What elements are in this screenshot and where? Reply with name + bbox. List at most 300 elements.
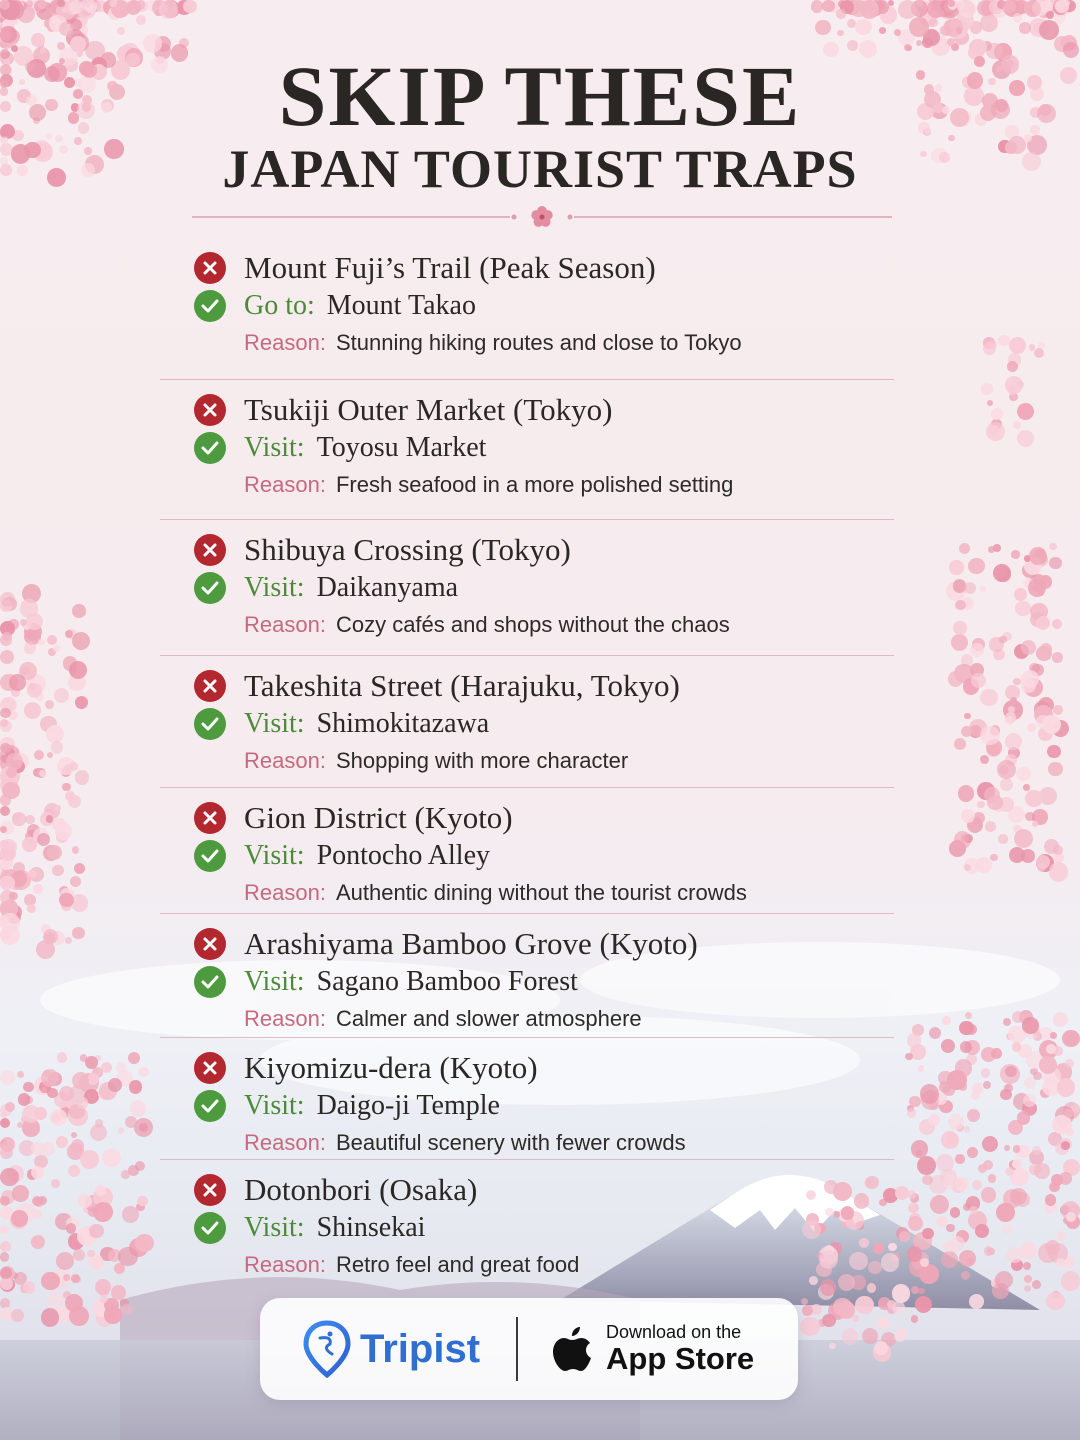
- alternative-place: Daikanyama: [316, 572, 459, 603]
- reason-label: Reason:: [244, 472, 326, 497]
- blossom-petal: [911, 1140, 929, 1158]
- blossom-petal: [970, 643, 984, 657]
- blossom-petal: [1039, 575, 1053, 589]
- blossom-petal: [0, 1070, 15, 1085]
- blossom-petal: [136, 0, 146, 10]
- blossom-petal: [12, 19, 18, 25]
- blossom-petal: [1061, 1271, 1080, 1290]
- blossom-petal: [78, 1194, 92, 1208]
- blossom-petal: [997, 760, 1016, 779]
- blossom-petal: [836, 9, 846, 19]
- blossom-petal: [1032, 1280, 1041, 1289]
- blossom-petal: [916, 0, 923, 7]
- blossom-petal: [62, 783, 71, 792]
- blossom-petal: [53, 645, 60, 652]
- reason-row: [160, 468, 894, 502]
- skip-row: [160, 1172, 894, 1208]
- blossom-petal: [971, 673, 987, 689]
- blossom-petal: [874, 1341, 888, 1355]
- blossom-petal: [967, 1258, 974, 1265]
- alternative-label: Visit:: [244, 708, 305, 739]
- blossom-petal: [0, 806, 10, 816]
- blossom-petal: [1046, 1292, 1065, 1311]
- blossom-petal: [1024, 1285, 1031, 1292]
- blossom-petal: [1048, 762, 1063, 777]
- skip-row: [160, 926, 894, 962]
- blossom-petal: [942, 1016, 951, 1025]
- blossom-petal: [47, 845, 62, 860]
- blossom-petal: [71, 1274, 80, 1283]
- blossom-petal: [75, 770, 90, 785]
- blossom-petal: [1024, 1275, 1032, 1283]
- blossom-petal: [18, 1093, 31, 1106]
- reason-text: Beautiful scenery with fewer crowds: [335, 1130, 686, 1155]
- list-item: [160, 1160, 894, 1280]
- blossom-petal: [998, 834, 1008, 844]
- blossom-petal: [964, 713, 970, 719]
- list-item: [160, 788, 894, 914]
- check-circle-icon: [194, 572, 226, 604]
- blossom-petal: [959, 543, 970, 554]
- blossom-petal: [915, 1296, 932, 1313]
- blossom-petal: [1032, 1146, 1041, 1155]
- blossom-petal: [1005, 1066, 1016, 1077]
- blossom-petal: [993, 544, 1001, 552]
- blossom-petal: [972, 1180, 982, 1190]
- x-circle-icon: [194, 394, 226, 426]
- blossom-petal: [1056, 1231, 1067, 1242]
- blossom-petal: [59, 1086, 74, 1101]
- blossom-petal: [877, 1317, 890, 1330]
- blossom-petal: [1027, 723, 1036, 732]
- blossom-petal: [33, 884, 44, 895]
- blossom-petal: [55, 805, 61, 811]
- blossom-petal: [45, 700, 54, 709]
- list-item: [160, 520, 894, 656]
- blossom-petal: [77, 1097, 89, 1109]
- alternative-row: [160, 1208, 894, 1248]
- blossom-petal: [9, 892, 17, 900]
- blossom-petal: [72, 1072, 89, 1089]
- blossom-petal: [1050, 1032, 1057, 1039]
- alternative-row: [160, 286, 894, 326]
- blossom-petal: [46, 815, 53, 822]
- blossom-petal: [125, 1116, 137, 1128]
- blossom-petal: [1004, 1145, 1010, 1151]
- alternative-label: Visit:: [244, 1090, 305, 1121]
- blossom-petal: [969, 1294, 984, 1309]
- blossom-petal: [1013, 1145, 1020, 1152]
- blossom-petal: [0, 913, 20, 933]
- reason-row: [160, 744, 894, 778]
- blossom-petal: [895, 1186, 909, 1200]
- skip-row: [160, 250, 894, 286]
- blossom-petal: [1022, 1017, 1039, 1034]
- blossom-petal: [899, 1231, 910, 1242]
- blossom-petal: [31, 1166, 44, 1179]
- list-item: [160, 1038, 894, 1160]
- reason-text: Authentic dining without the tourist crowds: [335, 880, 747, 905]
- alternative-place: Mount Takao: [326, 290, 476, 321]
- blossom-petal: [996, 1203, 1015, 1222]
- blossom-petal: [93, 1202, 113, 1222]
- blossom-petal: [108, 1078, 122, 1092]
- blossom-petal: [977, 801, 984, 808]
- blossom-petal: [946, 1224, 955, 1233]
- check-circle-icon: [194, 432, 226, 464]
- blossom-petal: [951, 634, 969, 652]
- blossom-petal: [9, 674, 26, 691]
- blossom-petal: [121, 1170, 130, 1179]
- x-circle-icon: [194, 928, 226, 960]
- blossom-petal: [855, 19, 872, 36]
- blossom-petal: [1014, 829, 1033, 848]
- blossom-petal: [0, 876, 15, 891]
- blossom-petal: [911, 1315, 919, 1323]
- blossom-petal: [984, 1246, 993, 1255]
- blossom-petal: [50, 1109, 67, 1126]
- blossom-petal: [867, 1283, 876, 1292]
- brand-name: Tripist: [360, 1326, 481, 1371]
- blossom-petal: [949, 560, 963, 574]
- blossom-petal: [1053, 705, 1063, 715]
- blossom-petal: [954, 738, 966, 750]
- blossom-petal: [829, 1343, 836, 1350]
- blossom-petal: [41, 1272, 59, 1290]
- blossom-petal: [1066, 1128, 1074, 1136]
- blossom-petal: [70, 876, 81, 887]
- check-circle-icon: [194, 1090, 226, 1122]
- blossom-petal: [928, 1114, 941, 1127]
- blossom-petal: [987, 400, 993, 406]
- blossom-petal: [63, 1274, 70, 1281]
- blossom-petal: [953, 621, 967, 635]
- blossom-petal: [138, 1067, 149, 1078]
- blossom-petal: [11, 1309, 24, 1322]
- blossom-petal: [908, 1203, 918, 1213]
- blossom-petal: [68, 1165, 80, 1177]
- blossom-petal: [159, 0, 178, 19]
- blossom-petal: [69, 661, 87, 679]
- blossom-petal: [991, 1048, 1002, 1059]
- blossom-petal: [1034, 1163, 1050, 1179]
- blossom-petal: [919, 1264, 939, 1284]
- blossom-petal: [1023, 1094, 1036, 1107]
- blossom-petal: [995, 1271, 1013, 1289]
- blossom-petal: [961, 809, 975, 823]
- blossom-petal: [981, 1187, 997, 1203]
- blossom-petal: [72, 632, 90, 650]
- brand-logo[interactable]: [302, 1320, 480, 1378]
- blossom-petal: [920, 1258, 929, 1267]
- check-circle-icon: [194, 840, 226, 872]
- alternative-row: [160, 428, 894, 468]
- blossom-petal: [1011, 550, 1019, 558]
- blossom-petal: [31, 1235, 45, 1249]
- skip-place: Shibuya Crossing (Tokyo): [244, 532, 571, 567]
- blossom-petal: [101, 1062, 112, 1073]
- blossom-petal: [955, 1154, 964, 1163]
- page-subtitle: JAPAN TOURIST TRAPS: [222, 139, 858, 199]
- reason-label: Reason:: [244, 330, 326, 355]
- blossom-petal: [118, 1127, 125, 1134]
- blossom-petal: [1012, 1159, 1022, 1169]
- blossom-petal: [1066, 1212, 1076, 1222]
- blossom-petal: [981, 383, 992, 394]
- blossom-petal: [941, 1251, 958, 1268]
- blossom-petal: [1005, 733, 1022, 750]
- blossom-petal: [0, 1118, 10, 1128]
- blossom-petal: [980, 586, 986, 592]
- blossom-petal: [1014, 588, 1027, 601]
- blossom-petal: [1059, 1172, 1072, 1185]
- reason-text: Cozy cafés and shops without the chaos: [335, 612, 730, 637]
- blossom-petal: [1008, 706, 1015, 713]
- reason-label: Reason:: [244, 880, 326, 905]
- blossom-petal: [815, 20, 830, 35]
- blossom-petal: [24, 642, 36, 654]
- blossom-petal: [958, 785, 974, 801]
- list-item: [160, 656, 894, 788]
- blossom-petal: [1003, 1018, 1011, 1026]
- reason-row: [160, 608, 894, 642]
- blossom-petal: [1013, 421, 1021, 429]
- blossom-petal: [1009, 337, 1026, 354]
- blossom-petal: [55, 822, 73, 840]
- blossom-petal: [59, 893, 74, 908]
- blossom-petal: [855, 1296, 874, 1315]
- blossom-petal: [964, 582, 976, 594]
- x-circle-icon: [194, 1052, 226, 1084]
- blossom-petal: [65, 1294, 83, 1312]
- blossom-petal: [75, 696, 88, 709]
- alternative-label: Visit:: [244, 572, 305, 603]
- skip-row: [160, 668, 894, 704]
- reason-row: [160, 1126, 894, 1160]
- alternative-label: Visit:: [244, 1212, 305, 1243]
- blossom-petal: [983, 342, 996, 355]
- blossom-petal: [37, 833, 50, 846]
- blossom-petal: [102, 1149, 120, 1167]
- blossom-petal: [135, 1234, 153, 1252]
- blossom-petal: [852, 1315, 860, 1323]
- blossom-petal: [1036, 646, 1051, 661]
- blossom-petal: [1052, 652, 1062, 662]
- tourist-trap-list: [160, 244, 894, 1280]
- store-caption: Download on the: [606, 1322, 742, 1342]
- skip-place: Mount Fuji’s Trail (Peak Season): [244, 250, 656, 285]
- blossom-petal: [978, 1164, 987, 1173]
- blossom-petal: [1010, 1188, 1027, 1205]
- blossom-petal: [1046, 11, 1054, 19]
- blossom-petal: [802, 1305, 813, 1316]
- blossom-petal: [955, 600, 965, 610]
- blossom-petal: [968, 558, 985, 575]
- blossom-petal: [1007, 361, 1018, 372]
- blossom-petal: [1015, 601, 1030, 616]
- blossom-petal: [981, 1068, 990, 1077]
- blossom-petal: [1013, 13, 1022, 22]
- blossom-petal: [943, 1174, 957, 1188]
- blossom-petal: [965, 1012, 972, 1019]
- blossom-petal: [1016, 767, 1030, 781]
- skip-row: [160, 532, 894, 568]
- blossom-petal: [961, 1271, 970, 1280]
- blossom-petal: [89, 1224, 104, 1239]
- blossom-petal: [1004, 1084, 1013, 1093]
- blossom-petal: [54, 688, 70, 704]
- blossom-petal: [72, 846, 79, 853]
- footer-separator: [516, 1317, 518, 1381]
- blossom-petal: [1023, 784, 1030, 791]
- check-circle-icon: [194, 966, 226, 998]
- blossom-petal: [1023, 1262, 1031, 1270]
- blossom-petal: [1003, 0, 1016, 13]
- blossom-petal: [958, 0, 976, 18]
- map-pin-icon: [302, 1320, 352, 1378]
- blossom-petal: [990, 854, 997, 861]
- blossom-petal: [28, 870, 37, 879]
- blossom-petal: [1013, 678, 1021, 686]
- skip-place: Dotonbori (Osaka): [244, 1172, 478, 1207]
- blossom-petal: [1029, 547, 1047, 565]
- blossom-petal: [894, 1329, 907, 1342]
- blossom-petal: [1049, 557, 1062, 570]
- blossom-petal: [111, 1285, 126, 1300]
- blossom-petal: [51, 741, 63, 753]
- reason-text: Fresh seafood in a more polished setting: [335, 472, 734, 497]
- blossom-petal: [0, 1142, 9, 1151]
- blossom-petal: [1052, 619, 1062, 629]
- blossom-petal: [1017, 1111, 1030, 1124]
- title-divider: [192, 205, 892, 229]
- blossom-petal: [1017, 430, 1034, 447]
- blossom-petal: [0, 893, 9, 902]
- blossom-petal: [137, 1196, 147, 1206]
- blossom-petal: [998, 335, 1009, 346]
- blossom-petal: [811, 1304, 821, 1314]
- blossom-petal: [47, 1088, 57, 1098]
- check-circle-icon: [194, 708, 226, 740]
- apple-icon: [550, 1323, 594, 1375]
- blossom-petal: [129, 1080, 142, 1093]
- blossom-petal: [117, 27, 125, 35]
- blossom-petal: [1006, 1247, 1022, 1263]
- blossom-petal: [1019, 22, 1030, 33]
- blossom-petal: [918, 1065, 925, 1072]
- blossom-petal: [22, 1105, 41, 1124]
- blossom-petal: [0, 29, 11, 40]
- alternative-row: [160, 568, 894, 608]
- blossom-petal: [1032, 821, 1038, 827]
- blossom-petal: [23, 1281, 35, 1293]
- blossom-petal: [17, 1071, 24, 1078]
- blossom-petal: [972, 1083, 982, 1093]
- reason-text: Retro feel and great food: [335, 1252, 580, 1277]
- skip-row: [160, 392, 894, 428]
- blossom-petal: [1010, 697, 1017, 704]
- blossom-petal: [1049, 543, 1056, 550]
- blossom-petal: [12, 1185, 28, 1201]
- blossom-petal: [1055, 0, 1068, 13]
- blossom-petal: [57, 1052, 68, 1063]
- skip-row: [160, 1050, 894, 1086]
- blossom-petal: [967, 1109, 980, 1122]
- blossom-petal: [128, 1165, 139, 1176]
- reason-label: Reason:: [244, 1130, 326, 1155]
- blossom-petal: [34, 1197, 44, 1207]
- blossom-petal: [959, 1082, 967, 1090]
- reason-text: Stunning hiking routes and close to Tokyo: [335, 330, 742, 355]
- list-item: [160, 244, 894, 380]
- blossom-petal: [74, 863, 85, 874]
- x-circle-icon: [194, 1174, 226, 1206]
- blossom-petal: [955, 1177, 969, 1191]
- blossom-petal: [48, 1292, 63, 1307]
- reason-label: Reason:: [244, 612, 326, 637]
- reason-label: Reason:: [244, 748, 326, 773]
- blossom-petal: [983, 1081, 991, 1089]
- blossom-petal: [72, 604, 86, 618]
- blossom-petal: [1005, 716, 1014, 725]
- blossom-petal: [879, 27, 886, 34]
- blossom-petal: [980, 689, 998, 707]
- blossom-petal: [907, 1033, 921, 1047]
- blossom-petal: [1034, 348, 1044, 358]
- blossom-petal: [1021, 849, 1035, 863]
- blossom-petal: [1064, 1109, 1073, 1118]
- alternative-place: Shinsekai: [316, 1212, 426, 1243]
- blossom-petal: [837, 30, 844, 37]
- blossom-petal: [95, 1185, 106, 1196]
- blossom-petal: [25, 815, 34, 824]
- reason-row: [160, 876, 894, 910]
- reason-label: Reason:: [244, 1252, 326, 1277]
- blossom-petal: [1016, 381, 1023, 388]
- app-store-badge[interactable]: [550, 1322, 754, 1376]
- blossom-petal: [929, 1027, 941, 1039]
- blossom-petal: [1025, 812, 1034, 821]
- footer-banner[interactable]: [260, 1298, 798, 1400]
- blossom-petal: [980, 14, 998, 32]
- reason-row: [160, 326, 894, 360]
- blossom-petal: [84, 0, 91, 7]
- alternative-label: Visit:: [244, 966, 305, 997]
- blossom-petal: [930, 1195, 950, 1215]
- blossom-petal: [51, 1179, 60, 1188]
- skip-place: Tsukiji Outer Market (Tokyo): [244, 392, 613, 427]
- blossom-petal: [800, 1317, 820, 1337]
- blossom-petal: [944, 18, 963, 37]
- blossom-petal: [104, 1306, 121, 1323]
- blossom-petal: [34, 750, 44, 760]
- blossom-petal: [0, 826, 7, 833]
- reason-text: Shopping with more character: [335, 748, 629, 773]
- blossom-petal: [0, 1252, 9, 1261]
- blossom-petal: [1056, 1258, 1066, 1268]
- blossom-petal: [85, 1056, 98, 1069]
- alternative-place: Shimokitazawa: [316, 708, 490, 739]
- alternative-row: [160, 962, 894, 1002]
- blossom-petal: [95, 1279, 111, 1295]
- blossom-petal: [960, 1041, 972, 1053]
- blossom-petal: [975, 1224, 988, 1237]
- blossom-petal: [985, 821, 996, 832]
- blossom-petal: [109, 0, 116, 7]
- blossom-petal: [52, 865, 64, 877]
- blossom-petal: [1057, 1078, 1075, 1096]
- blossom-petal: [122, 1206, 139, 1223]
